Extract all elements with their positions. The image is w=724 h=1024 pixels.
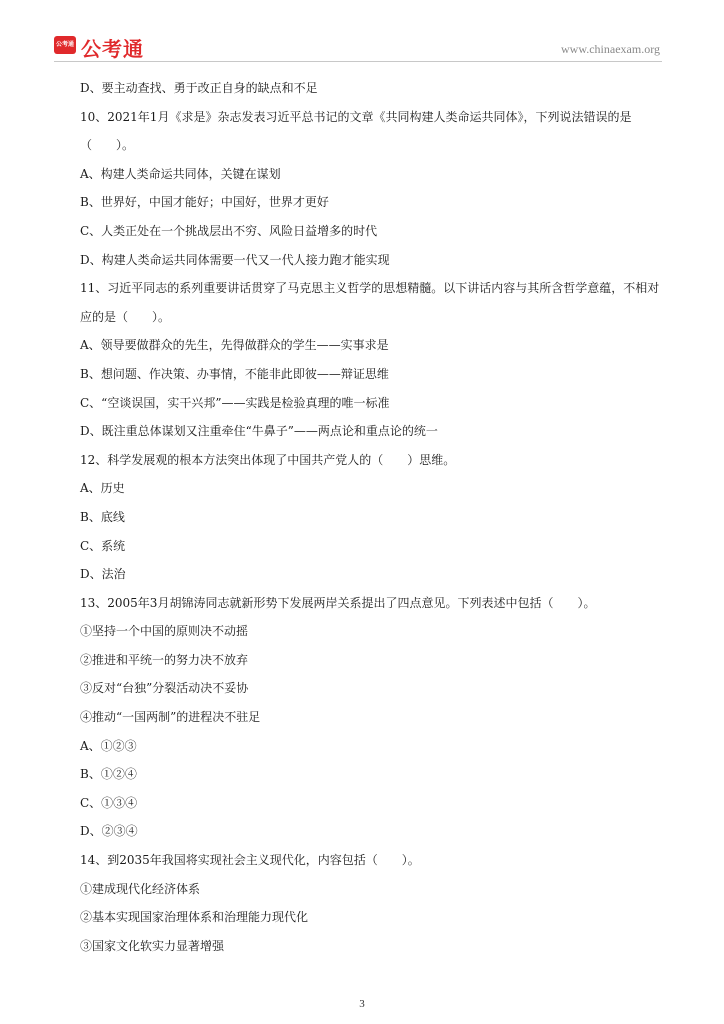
text-line: 11、习近平同志的系列重要讲话贯穿了马克思主义哲学的思想精髓。以下讲话内容与其所含哲学意蕴，不相对应的是（ ）。: [80, 281, 660, 324]
text-line: ④推动“一国两制”的进程决不驻足: [80, 710, 261, 725]
site-url: www.chinaexam.org: [561, 42, 660, 56]
text-line: 10、2021年1月《求是》杂志发表习近平总书记的文章《共同构建人类命运共同体》，下列说法错误的是（ ）。: [80, 109, 632, 153]
text-line: A、领导要做群众的先生，先得做群众的学生——实事求是: [80, 338, 389, 353]
text-line: D、要主动查找、勇于改正自身的缺点和不足: [80, 81, 318, 95]
header-divider: [54, 61, 662, 62]
text-line: ③反对“台独”分裂活动决不妥协: [80, 681, 249, 696]
text-line: ③国家文化软实力显著增强: [80, 938, 225, 953]
logo-badge: 公考通: [54, 36, 76, 54]
text-line: 13、2005年3月胡锦涛同志就新形势下发展两岸关系提出了四点意见。下列表述中包括（ ）。: [80, 595, 596, 610]
logo-text: 公考通: [81, 37, 144, 61]
text-line: 12、科学发展观的根本方法突出体现了中国共产党人的（ ）思维。: [80, 452, 456, 467]
text-line: A、历史: [80, 481, 125, 496]
text-line: B、①②④: [80, 767, 137, 782]
text-line: ②推进和平统一的努力决不放弃: [80, 652, 249, 667]
text-line: ①建成现代化经济体系: [80, 881, 201, 896]
text-line: C、“空谈误国，实干兴邦”——实践是检验真理的唯一标准: [80, 395, 390, 410]
text-line: 14、到2035年我国将实现社会主义现代化，内容包括（ ）。: [80, 853, 420, 868]
text-line: A、①②③: [80, 738, 137, 753]
text-line: A、构建人类命运共同体，关键在谋划: [80, 166, 281, 181]
text-line: C、系统: [80, 538, 126, 553]
text-line: D、②③④: [80, 824, 138, 839]
text-line: D、既注重总体谋划又注重牵住“牛鼻子”——两点论和重点论的统一: [80, 424, 438, 439]
text-line: B、底线: [80, 509, 125, 524]
text-line: B、世界好，中国才能好；中国好，世界才更好: [80, 195, 329, 210]
text-line: ①坚持一个中国的原则决不动摇: [80, 624, 249, 639]
text-line: C、人类正处在一个挑战层出不穷、风险日益增多的时代: [80, 223, 378, 238]
text-line: B、想问题、作决策、办事情，不能非此即彼——辩证思维: [80, 366, 389, 381]
page-header: [54, 34, 662, 60]
document-body: [60, 74, 670, 960]
text-line: D、构建人类命运共同体需要一代又一代人接力跑才能实现: [80, 252, 390, 267]
page-number: 3: [359, 998, 365, 1010]
text-line: ②基本实现国家治理体系和治理能力现代化: [80, 910, 309, 925]
text-line: D、法治: [80, 567, 126, 582]
text-line: C、①③④: [80, 795, 138, 810]
